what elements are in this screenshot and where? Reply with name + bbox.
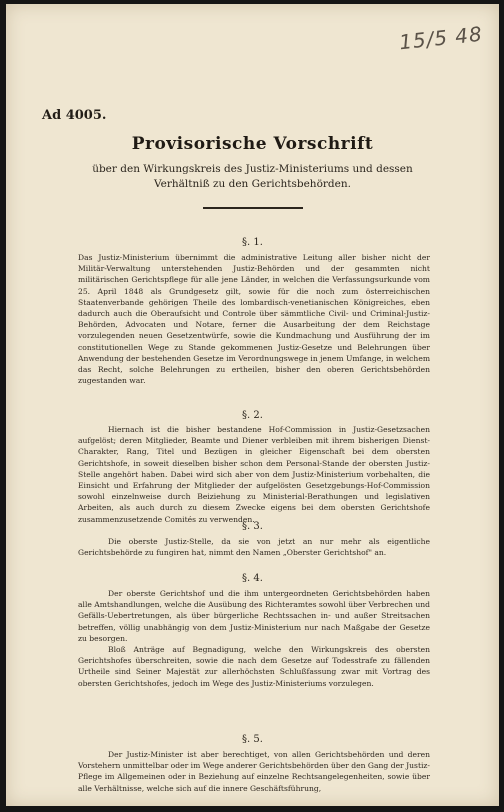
document-title: Provisorische Vorschrift	[131, 134, 374, 154]
document-number: Ad 4005.	[42, 108, 107, 123]
handwritten-date-note: 15/5 48	[398, 21, 485, 55]
section-body-2	[78, 424, 430, 525]
paragraph-5-1: Der Justiz-Minister ist aber berechtiget, von allen Gerichtsbehörden und deren Vorstehern unmittelbar oder im Wege anderer Gerichtsbehörden über den Gang der Justiz-Pflege im Allgemeinen oder in Beziehung auf einzelne Rechtsangelegenheiten, sowie über alle Verhältnisse, welche sich auf die innere Geschäftsführung,	[78, 750, 430, 793]
document-page	[6, 4, 499, 806]
paragraph-1-1: Das Justiz-Ministerium übernimmt die administrative Leitung aller bisher nicht der Militär-Verwaltung unterstehenden Justiz-Behörden und der gesammten nicht militärischen Gerichtspflege für alle jene Länder, in welchen die Verfassungsurkunde vom 25. April 1848 als Grundgesetz gilt, sowie für die noch zum österreichischen Staatenverbande gehörigen Theile des lombardisch-venetianischen Königreiches, eben dadurch auch die Oberaufsicht und Controle über sämmtliche Civil- und Criminal-Justiz-Behörden, Advocaten und Notare, ferner die Ausarbeitung der dem Reichstage vorzulegenden neuen Gesetzentwürfe, sowie die Kundmachung und Ausführung der im constitutionellen Wege zu Stande gekommenen Justiz-Gesetze und Belehrungen über Anwendung der bestehenden Gesetze im Verordnungswege in jenem Umfange, in welchem das Recht, solche Belehrungen zu ertheilen, bisher den oberen Gerichtsbehörden zugestanden war.	[78, 253, 431, 386]
paragraph-4-1: Der oberste Gerichtshof und die ihm untergeordneten Gerichtsbehörden haben alle Amtshandlungen, welche die Ausübung des Richteramtes sowohl über Verbrechen und Gefälls-Uebertretungen, als über bürgerliche Rechtssachen in- und außer Streitsachen betreffen, völlig unabhängig von dem Justiz-Ministerium nur nach Maßgabe der Gesetze zu besorgen.	[78, 589, 430, 643]
section-heading-4: §. 4.	[242, 573, 263, 584]
paragraph-4-2: Bloß Anträge auf Begnadigung, welche den Wirkungskreis des obersten Gerichtshofes überschreiten, sowie die nach dem Gesetze auf Todesstrafe zu fällenden Urtheile sind Seiner Majestät zur allerhöchsten Schlußfassung zwar mit Vortrag des obersten Gerichtshofes, jedoch im Wege des Justiz-Ministeriums vorzulegen.	[78, 645, 430, 688]
section-body-3	[78, 536, 430, 558]
section-body-5	[78, 749, 430, 794]
section-heading-3: §. 3.	[242, 521, 263, 532]
section-heading-1: §. 1.	[242, 237, 263, 248]
section-heading-5: §. 5.	[242, 734, 263, 745]
document-subtitle: über den Wirkungskreis des Justiz-Ministeriums und dessen Verhältniß zu den Gerichtsbehörden.	[92, 163, 413, 190]
section-body-1	[78, 252, 430, 386]
title-divider	[203, 207, 303, 209]
paragraph-3-1: Die oberste Justiz-Stelle, da sie von jetzt an nur mehr als eigentliche Gerichtsbehörde zu fungiren hat, nimmt den Namen „Oberster Gerichtshof" an.	[78, 537, 430, 558]
section-body-4	[78, 588, 430, 689]
paragraph-2-1: Hiernach ist die bisher bestandene Hof-Commission in Justiz-Gesetzsachen aufgelöst; deren Mitglieder, Beamte und Diener verbleiben mit ihrem bisherigen Dienst-Charakter, Rang, Titel und Bezügen in gleicher Eigenschaft bei dem obersten Gerichtshofe, in soweit dieselben bisher schon dem Personal-Stande der obersten Justiz-Stelle angehört haben. Dabei wird sich aber von dem Justiz-Ministerium vorbehalten, die Einsicht und Erfahrung der Mitglieder der aufgelösten Gesetzgebungs-Hof-Commission sowohl einzelnweise durch Beiziehung zu Ministerial-Berathungen und legislativen Arbeiten, als auch durch zu diesem Zwecke eigens bei dem obersten Gerichtshofe zusammenzusetzende Comités zu verwenden.	[78, 425, 430, 524]
section-heading-2: §. 2.	[242, 410, 263, 421]
